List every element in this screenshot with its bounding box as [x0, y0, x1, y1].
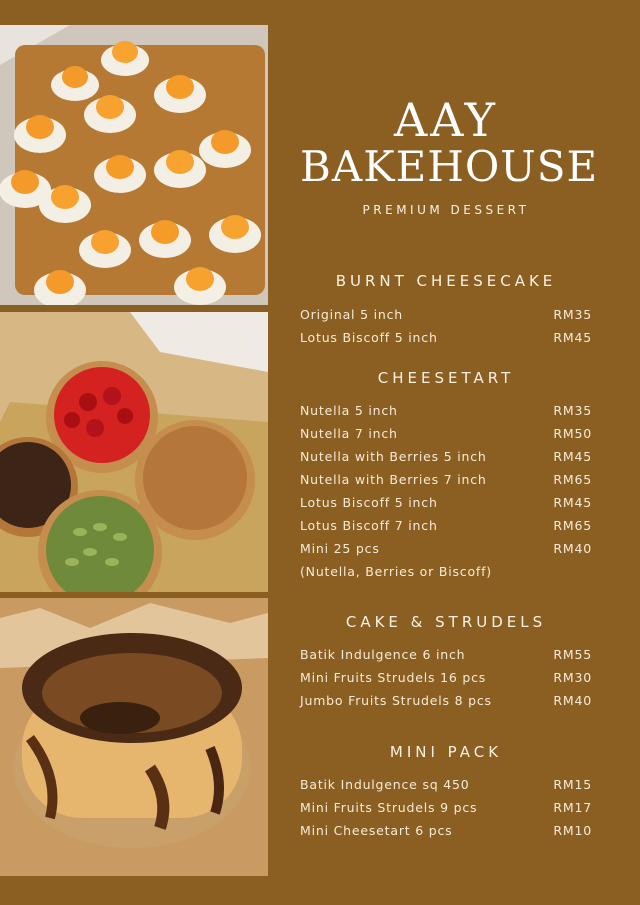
brand-line-1: AAY	[394, 93, 498, 147]
item-price: RM10	[553, 823, 592, 838]
item-price: RM40	[553, 693, 592, 708]
photo-burnt-cheesecake	[0, 598, 268, 876]
section-items-cake-strudels	[300, 643, 592, 712]
menu-item	[300, 643, 592, 666]
section-items-cheesetart	[300, 399, 592, 583]
item-price: RM30	[553, 670, 592, 685]
menu-item	[300, 422, 592, 445]
menu-item	[300, 796, 592, 819]
item-name: Nutella 5 inch	[300, 403, 398, 418]
item-name: Nutella with Berries 7 inch	[300, 472, 487, 487]
item-price: RM45	[553, 495, 592, 510]
item-price: RM50	[553, 426, 592, 441]
menu-item	[300, 537, 592, 560]
menu-item	[300, 445, 592, 468]
item-price: RM35	[553, 403, 592, 418]
item-name: Jumbo Fruits Strudels 8 pcs	[300, 693, 492, 708]
photo-column	[0, 0, 268, 905]
menu-item	[300, 773, 592, 796]
section-items-burnt-cheesecake	[300, 303, 592, 349]
item-name: Mini Fruits Strudels 9 pcs	[300, 800, 478, 815]
menu-item	[300, 666, 592, 689]
item-price: RM15	[553, 777, 592, 792]
item-name: Batik Indulgence sq 450	[300, 777, 470, 792]
item-name: Original 5 inch	[300, 307, 404, 322]
item-note: (Nutella, Berries or Biscoff)	[300, 564, 492, 579]
item-name: Mini Cheesetart 6 pcs	[300, 823, 453, 838]
menu-item	[300, 399, 592, 422]
item-name: Nutella with Berries 5 inch	[300, 449, 487, 464]
item-name: Nutella 7 inch	[300, 426, 398, 441]
section-title-cake-strudels: CAKE & STRUDELS	[345, 613, 547, 631]
item-name: Lotus Biscoff 7 inch	[300, 518, 438, 533]
menu-item	[300, 689, 592, 712]
item-name: Batik Indulgence 6 inch	[300, 647, 466, 662]
section-title-burnt-cheesecake: BURNT CHEESECAKE	[335, 272, 557, 290]
menu-item	[300, 491, 592, 514]
menu-item	[300, 303, 592, 326]
item-name: Lotus Biscoff 5 inch	[300, 495, 438, 510]
item-price: RM55	[553, 647, 592, 662]
section-items-mini-pack	[300, 773, 592, 842]
tagline: PREMIUM DESSERT	[362, 203, 530, 217]
item-name: Lotus Biscoff 5 inch	[300, 330, 438, 345]
section-title-cheesetart: CHEESETART	[377, 369, 515, 387]
menu-item	[300, 468, 592, 491]
brand-title	[300, 93, 599, 191]
menu-item	[300, 326, 592, 349]
photo-cheesetarts	[0, 312, 268, 592]
item-price: RM45	[553, 330, 592, 345]
item-price: RM65	[553, 472, 592, 487]
section-title-mini-pack: MINI PACK	[389, 743, 503, 761]
item-price: RM45	[553, 449, 592, 464]
menu-item	[300, 819, 592, 842]
item-price: RM35	[553, 307, 592, 322]
photo-fruit-tarts	[0, 25, 268, 305]
item-price: RM40	[553, 541, 592, 556]
menu-item	[300, 514, 592, 537]
item-price: RM17	[553, 800, 592, 815]
brand-line-2: BAKEHOUSE	[300, 142, 599, 191]
item-name: Mini 25 pcs	[300, 541, 380, 556]
item-price: RM65	[553, 518, 592, 533]
item-name: Mini Fruits Strudels 16 pcs	[300, 670, 487, 685]
